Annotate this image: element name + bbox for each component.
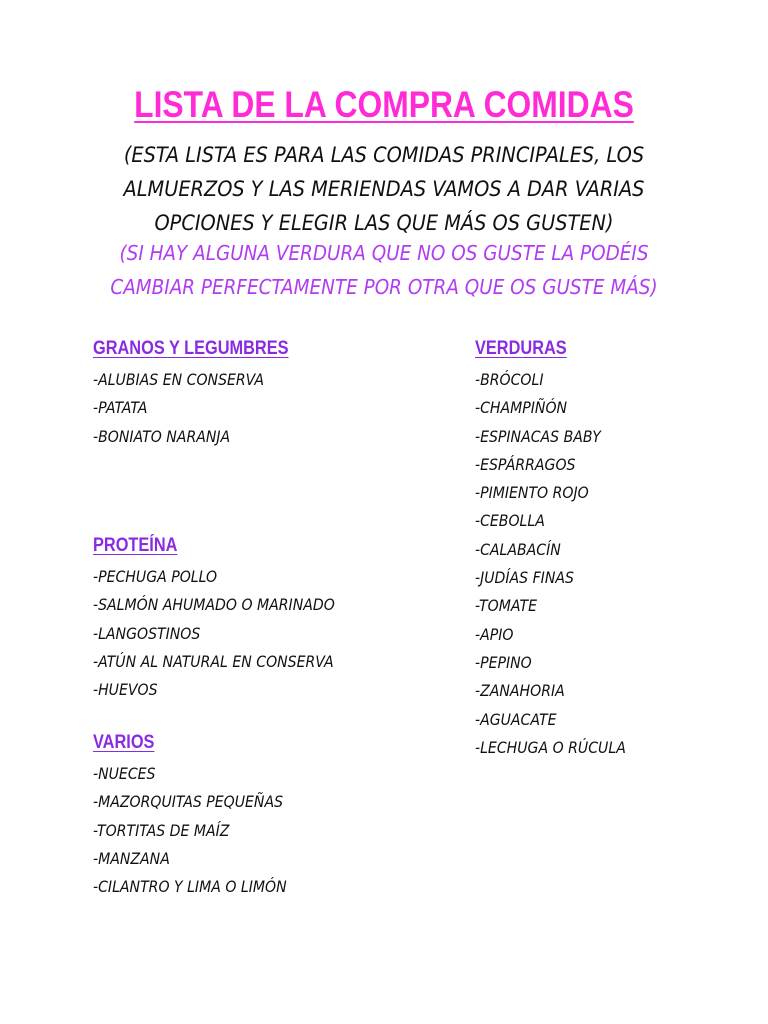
list-item: -BONIATO NARANJA (93, 426, 231, 446)
section-heading: PROTEÍNA (93, 535, 178, 556)
list-item: -MANZANA (93, 848, 170, 868)
section-heading: VARIOS (93, 732, 155, 753)
list-item: -ESPINACAS BABY (475, 426, 601, 446)
list-item: -ZANAHORIA (475, 681, 565, 701)
document-title: LISTA DE LA COMPRA COMIDAS (134, 84, 634, 125)
list-item: -AGUACATE (475, 709, 557, 729)
list-item: -ATÚN AL NATURAL EN CONSERVA (93, 651, 334, 671)
document-note: (SI HAY ALGUNA VERDURA QUE NO OS GUSTE LA PODÉIS CAMBIAR PERFECTAMENTE POR OTRA QUE OS GUSTE MÁS) (110, 241, 658, 299)
list-item: -NUECES (93, 764, 156, 783)
list-item: -CILANTRO Y LIMA O LIMÓN (93, 877, 287, 897)
list-item: -CHAMPIÑÓN (475, 398, 568, 418)
list-item: -PEPINO (475, 652, 532, 672)
list-item: -APIO (475, 624, 514, 644)
list-item: -LANGOSTINOS (93, 623, 201, 643)
list-item: -TORTITAS DE MAÍZ (93, 820, 230, 840)
section-verduras (475, 336, 646, 762)
item-list (93, 563, 368, 704)
list-item: -JUDÍAS FINAS (475, 568, 574, 588)
list-item: -MAZORQUITAS PEQUEÑAS (93, 792, 284, 812)
list-item: -LECHUGA O RÚCULA (475, 737, 626, 757)
item-list (93, 760, 313, 901)
list-item: -PECHUGA POLLO (93, 567, 218, 586)
section-heading: GRANOS Y LEGUMBRES (93, 338, 289, 359)
list-item: -TOMATE (475, 596, 537, 616)
section-heading: VERDURAS (475, 338, 567, 359)
list-item: -CALABACÍN (475, 539, 561, 559)
list-item: -PIMIENTO ROJO (475, 483, 589, 503)
list-item: -ALUBIAS EN CONSERVA (93, 370, 264, 389)
section-varios (93, 730, 313, 901)
section-proteina (93, 533, 368, 704)
document-subtitle: (ESTA LISTA ES PARA LAS COMIDAS PRINCIPALES, LOS ALMUERZOS Y LAS MERIENDAS VAMOS A DAR VARIAS OPCIONES Y ELEGIR LAS QUE MÁS OS GUSTEN) (123, 143, 645, 235)
list-item: -BRÓCOLI (475, 370, 544, 389)
list-item: -PATATA (93, 398, 148, 418)
list-item: -SALMÓN AHUMADO O MARINADO (93, 595, 335, 615)
list-item: -HUEVOS (93, 680, 158, 700)
item-list (475, 366, 646, 762)
item-list (93, 366, 320, 451)
list-item: -ESPÁRRAGOS (475, 454, 576, 474)
list-item: -CEBOLLA (475, 511, 545, 531)
section-granos-y-legumbres (93, 336, 320, 451)
